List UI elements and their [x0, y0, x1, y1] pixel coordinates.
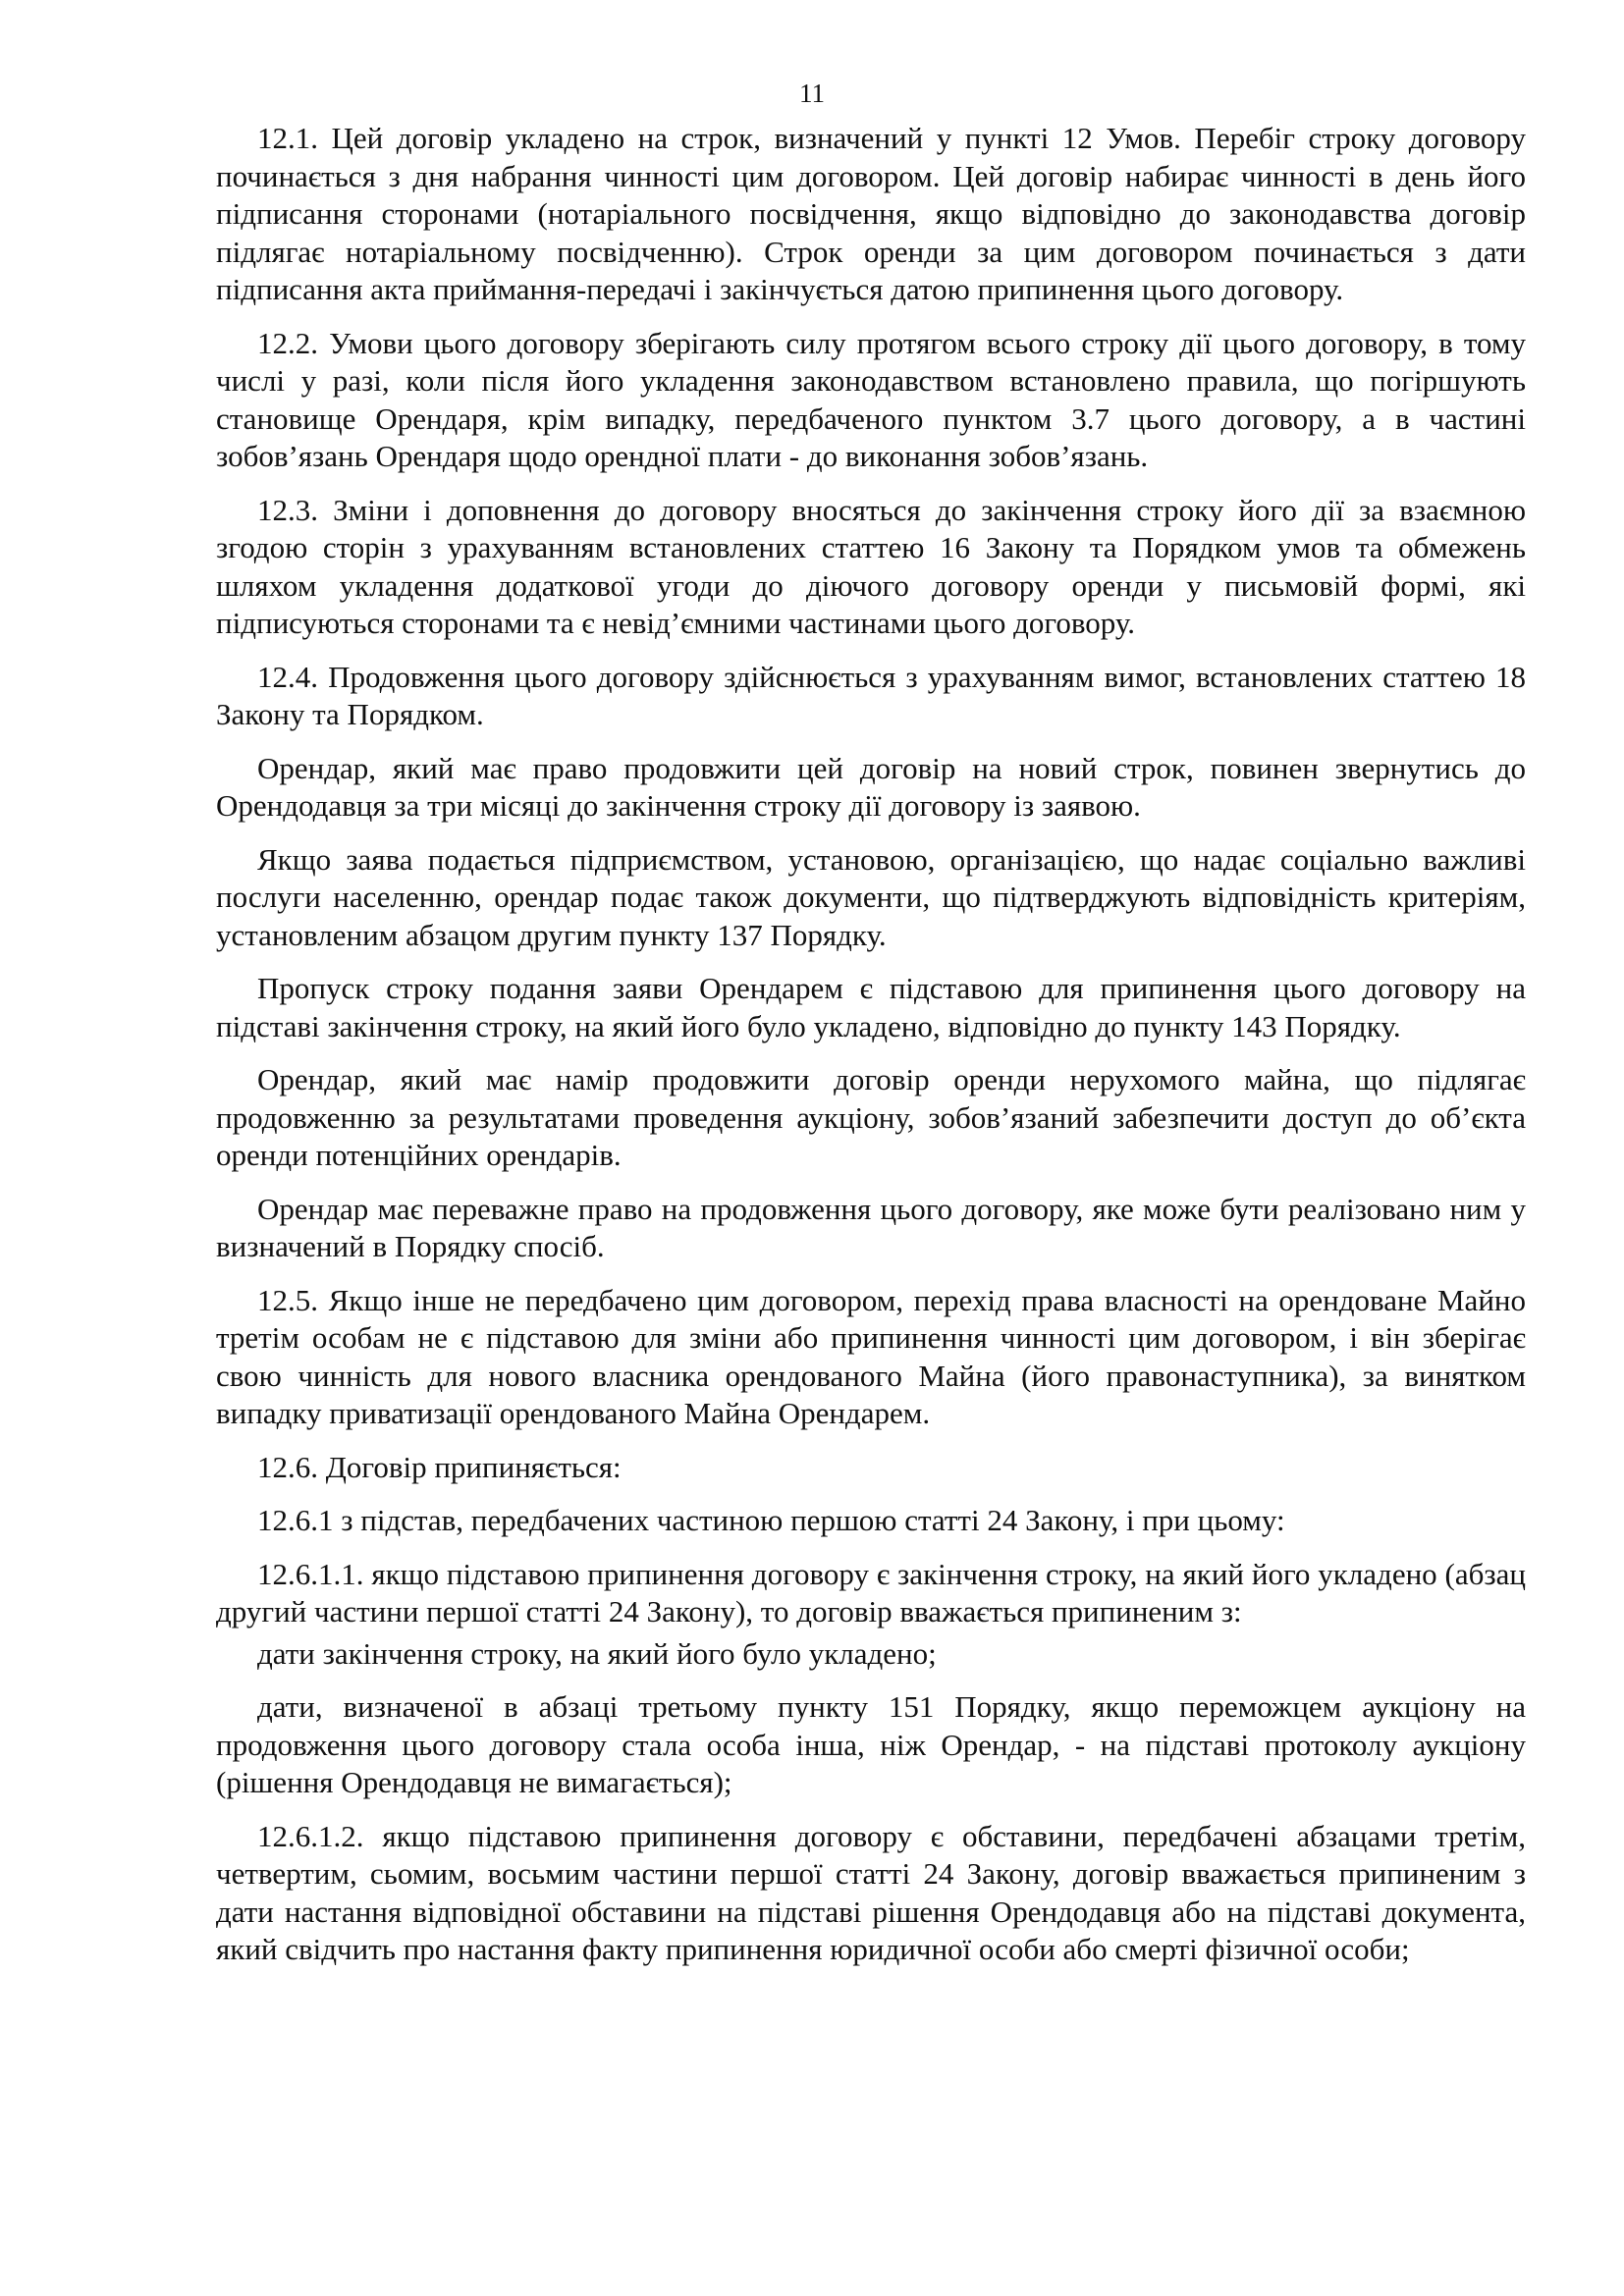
- paragraph-12-2: 12.2. Умови цього договору зберігають силу протягом всього строку дії цього договору, в тому числі у разі, коли після його укладення законодавством встановлено правила, що погіршують становище Орендаря, крім випадку, передбаченого пунктом 3.7 цього договору, а в частині зобов’язань Орендаря щодо орендної плати - до виконання зобов’язань.: [216, 325, 1526, 473]
- paragraph-auction-date: дати, визначеної в абзаці третьому пункту 151 Порядку, якщо переможцем аукціону на продовження цього договору стала особа інша, ніж Орендар, - на підставі протоколу аукціону (рішення Орендодавця не вимагається);: [216, 1689, 1526, 1799]
- paragraph-preemptive-right: Орендар має переважне право на продовження цього договору, яке може бути реалізовано ним у визначений в Порядку спосіб.: [216, 1191, 1526, 1263]
- paragraph-12-3: 12.3. Зміни і доповнення до договору вносяться до закінчення строку його дії за взаємною згодою сторін з урахуванням встановлених статтею 16 Закону та Порядком умов та обмежень шляхом укладення додаткової угоди до діючого договору оренди у письмовій формі, які підписуються сторонами та є невід’ємними частинами цього договору.: [216, 492, 1526, 640]
- paragraph-12-6-1-2: 12.6.1.2. якщо підставою припинення договору є обставини, передбачені абзацами третім, четвертим, сьомим, восьмим частини першої статті 24 Закону, договір вважається припиненим з дати настання відповідної обставини на підставі рішення Орендодавця або на підставі документа, який свідчить про настання факту припинення юридичної особи або смерті фізичної особи;: [216, 1818, 1526, 1966]
- paragraph-missed-deadline: Пропуск строку подання заяви Орендарем є підставою для припинення цього договору на підставі закінчення строку, на який його було укладено, відповідно до пункту 143 Порядку.: [216, 971, 1526, 1043]
- paragraph-social-services: Якщо заява подається підприємством, установою, організацією, що надає соціально важливі послуги населенню, орендар подає також документи, що підтверджують відповідність критеріям, установленим абзацом другим пункту 137 Порядку.: [216, 841, 1526, 952]
- paragraph-12-4: 12.4. Продовження цього договору здійснюється з урахуванням вимог, встановлених статтею 18 Закону та Порядком.: [216, 659, 1526, 731]
- paragraph-12-6-1: 12.6.1 з підстав, передбачених частиною першою статті 24 Закону, і при цьому:: [257, 1503, 1285, 1537]
- paragraph-12-6-1-1: 12.6.1.1. якщо підставою припинення договору є закінчення строку, на який його укладено (абзац другий частини першої статті 24 Закону), то договір вважається припиненим з:: [216, 1556, 1526, 1629]
- paragraph-12-1: 12.1. Цей договір укладено на строк, визначений у пункті 12 Умов. Перебіг строку договору починається з дня набрання чинності цим договором. Цей договір набирає чинності в день його підписання сторонами (нотаріального посвідчення, якщо відповідно до законодавства договір підлягає нотаріальному посвідченню). Строк оренди за цим договором починається з дати підписання акта приймання-передачі і закінчується датою припинення цього договору.: [216, 121, 1526, 306]
- paragraph-12-5: 12.5. Якщо інше не передбачено цим договором, перехід права власності на орендоване Майно третім особам не є підставою для зміни або припинення чинності цим договором, і він зберігає свою чинність для нового власника орендованого Майна (його правонаступника), за винятком випадку приватизації орендованого Майна Орендарем.: [216, 1282, 1526, 1430]
- paragraph-end-date: дати закінчення строку, на який його було укладено;: [257, 1635, 937, 1671]
- paragraph-12-6: 12.6. Договір припиняється:: [257, 1449, 622, 1484]
- document-body: [216, 120, 1526, 1985]
- paragraph-auction-access: Орендар, який має намір продовжити договір оренди нерухомого майна, що підлягає продовженню за результатами проведення аукціону, зобов’язаний забезпечити доступ до об’єкта оренди потенційних орендарів.: [216, 1062, 1526, 1172]
- page-number: 11: [799, 79, 825, 108]
- paragraph-renewal-application: Орендар, який має право продовжити цей договір на новий строк, повинен звернутись до Орендодавця за три місяці до закінчення строку дії договору із заявою.: [216, 750, 1526, 823]
